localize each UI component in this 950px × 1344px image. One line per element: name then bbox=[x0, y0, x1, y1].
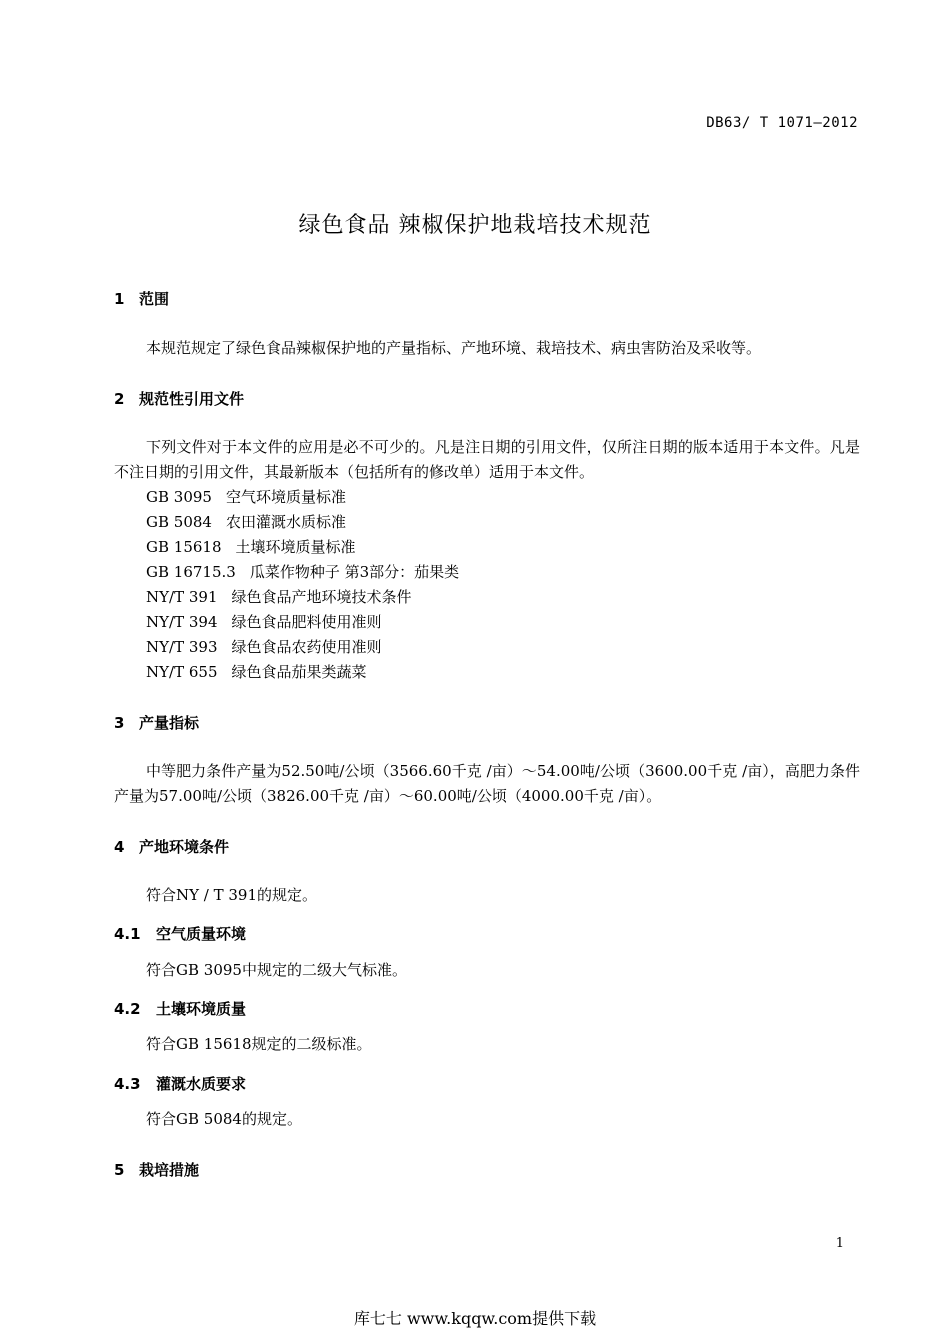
reference-item bbox=[146, 561, 459, 582]
section-3-text: 中等肥力条件产量为52.50吨/公顷（3566.60千克 /亩）～54.00吨/公顷（3600.00千克 /亩），高肥力条件产量为57.00吨/公顷（3826.00千克 /亩）～60.00吨/公顷（4000.00千克 /亩）。 bbox=[114, 762, 860, 805]
section-3-heading bbox=[114, 712, 199, 733]
section-1-text: 本规范规定了绿色食品辣椒保护地的产量指标、产地环境、栽培技术、病虫害防治及采收等。 bbox=[146, 339, 762, 357]
section-number: 4.2 bbox=[114, 1000, 141, 1018]
section-4-2-text: 符合GB 15618规定的二级标准。 bbox=[146, 1035, 372, 1053]
section-4-heading bbox=[114, 836, 229, 857]
reference-code: NY/T 393 bbox=[146, 638, 218, 656]
section-title: 规范性引用文件 bbox=[139, 390, 245, 408]
section-4-1-text: 符合GB 3095中规定的二级大气标准。 bbox=[146, 961, 407, 979]
section-4-3-text: 符合GB 5084的规定。 bbox=[146, 1110, 302, 1128]
reference-name: 绿色食品产地环境技术条件 bbox=[231, 588, 412, 606]
reference-name: 空气环境质量标准 bbox=[225, 488, 346, 506]
document-title: 绿色食品 辣椒保护地栽培技术规范 bbox=[298, 213, 652, 238]
reference-code: NY/T 394 bbox=[146, 613, 218, 631]
reference-code: GB 15618 bbox=[146, 538, 222, 556]
section-title: 灌溉水质要求 bbox=[156, 1075, 247, 1093]
section-number: 1 bbox=[114, 290, 125, 308]
reference-name: 土壤环境质量标准 bbox=[235, 538, 356, 556]
section-number: 4 bbox=[114, 838, 125, 856]
section-title: 栽培措施 bbox=[139, 1161, 200, 1179]
reference-name: 瓜菜作物种子 第3部分：茄果类 bbox=[249, 563, 460, 581]
section-4-2-heading bbox=[114, 998, 246, 1019]
section-number: 2 bbox=[114, 390, 125, 408]
reference-name: 绿色食品农药使用准则 bbox=[231, 638, 382, 656]
section-5-heading bbox=[114, 1159, 199, 1180]
section-number: 4.3 bbox=[114, 1075, 141, 1093]
section-1-heading bbox=[114, 288, 169, 309]
section-title: 空气质量环境 bbox=[156, 925, 247, 943]
section-number: 5 bbox=[114, 1161, 125, 1179]
section-number: 3 bbox=[114, 714, 125, 732]
section-2-heading bbox=[114, 388, 244, 409]
section-title: 产量指标 bbox=[139, 714, 200, 732]
reference-item bbox=[146, 486, 346, 507]
reference-item bbox=[146, 511, 346, 532]
section-2-intro: 下列文件对于本文件的应用是必不可少的。凡是注日期的引用文件，仅所注日期的版本适用于本文件。凡是不注日期的引用文件，其最新版本（包括所有的修改单）适用于本文件。 bbox=[114, 438, 860, 481]
reference-code: NY/T 655 bbox=[146, 663, 218, 681]
section-4-text: 符合NY / T 391的规定。 bbox=[146, 886, 318, 904]
section-4-1-heading bbox=[114, 923, 246, 944]
page-number: 1 bbox=[835, 1236, 844, 1251]
section-4-3-heading bbox=[114, 1073, 246, 1094]
reference-item bbox=[146, 611, 382, 632]
reference-item bbox=[146, 636, 382, 657]
reference-item bbox=[146, 586, 412, 607]
reference-item bbox=[146, 661, 367, 682]
reference-name: 绿色食品茄果类蔬菜 bbox=[231, 663, 367, 681]
standard-code: DB63/ T 1071—2012 bbox=[706, 115, 858, 131]
section-title: 范围 bbox=[139, 290, 170, 308]
section-title: 产地环境条件 bbox=[139, 838, 230, 856]
reference-item bbox=[146, 536, 356, 557]
reference-code: NY/T 391 bbox=[146, 588, 218, 606]
section-title: 土壤环境质量 bbox=[156, 1000, 247, 1018]
download-footer: 库七七 www.kqqw.com提供下载 bbox=[353, 1309, 597, 1328]
reference-name: 绿色食品肥料使用准则 bbox=[231, 613, 382, 631]
reference-code: GB 3095 bbox=[146, 488, 212, 506]
section-number: 4.1 bbox=[114, 925, 141, 943]
reference-code: GB 5084 bbox=[146, 513, 212, 531]
reference-code: GB 16715.3 bbox=[146, 563, 236, 581]
reference-name: 农田灌溉水质标准 bbox=[225, 513, 346, 531]
